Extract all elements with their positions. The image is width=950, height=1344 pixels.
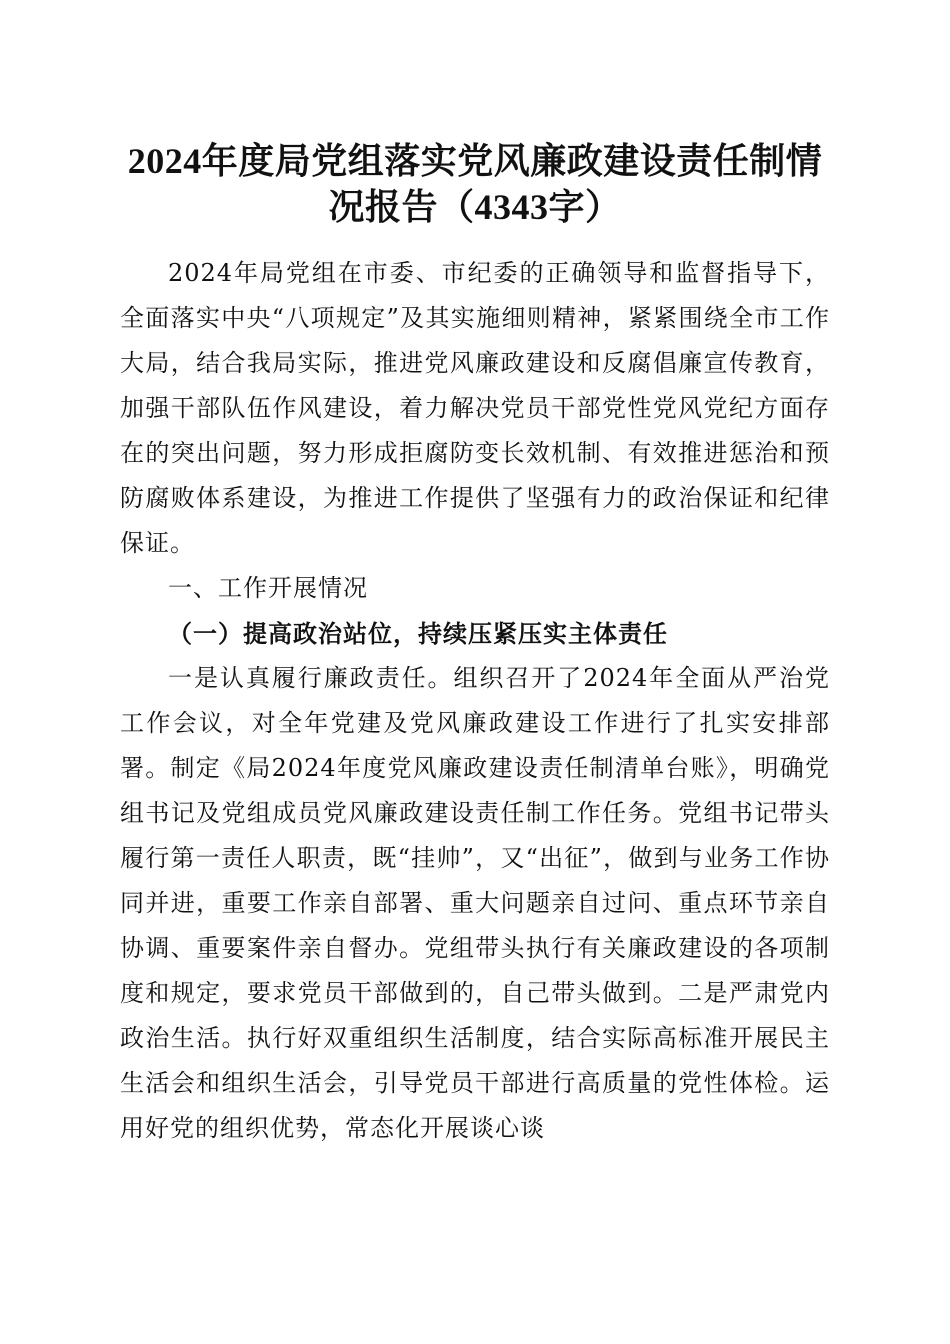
subsection-heading-political-stance: （一）提高政治站位，持续压紧压实主体责任 [168, 619, 668, 648]
document-body [120, 251, 830, 1151]
document-title: 2024年度局党组落实党风廉政建设责任制情况报告（4343字） [127, 141, 823, 227]
subsection-paragraph: 一是认真履行廉政责任。组织召开了2024年全面从严治党工作会议，对全年党建及党风廉政建设工作进行了扎实安排部署。制定《局2024年度党风廉政建设责任制清单台账》，明确党组书记及党组成员党风廉政建设责任制工作任务。党组书记带头履行第一责任人职责，既“挂帅”，又“出征”，做到与业务工作协同并进，重要工作亲自部署、重大问题亲自过问、重点环节亲自协调、重要案件亲自督办。党组带头执行有关廉政建设的各项制度和规定，要求党员干部做到的，自己带头做到。二是严肃党内政治生活。执行好双重组织生活制度，结合实际高标准开展民主生活会和组织生活会，引导党员干部进行高质量的党性体检。运用好党的组织优势，常态化开展谈心谈 [120, 664, 830, 1142]
section-heading-work-progress: 一、工作开展情况 [168, 574, 368, 602]
intro-paragraph: 2024年局党组在市委、市纪委的正确领导和监督指导下，全面落实中央“八项规定”及其实施细则精神，紧紧围绕全市工作大局，结合我局实际，推进党风廉政建设和反腐倡廉宣传教育，加强干部队伍作风建设，着力解决党员干部党性党风党纪方面存在的突出问题，努力形成拒腐防变长效机制、有效推进惩治和预防腐败体系建设，为推进工作提供了坚强有力的政治保证和纪律保证。 [120, 259, 830, 557]
